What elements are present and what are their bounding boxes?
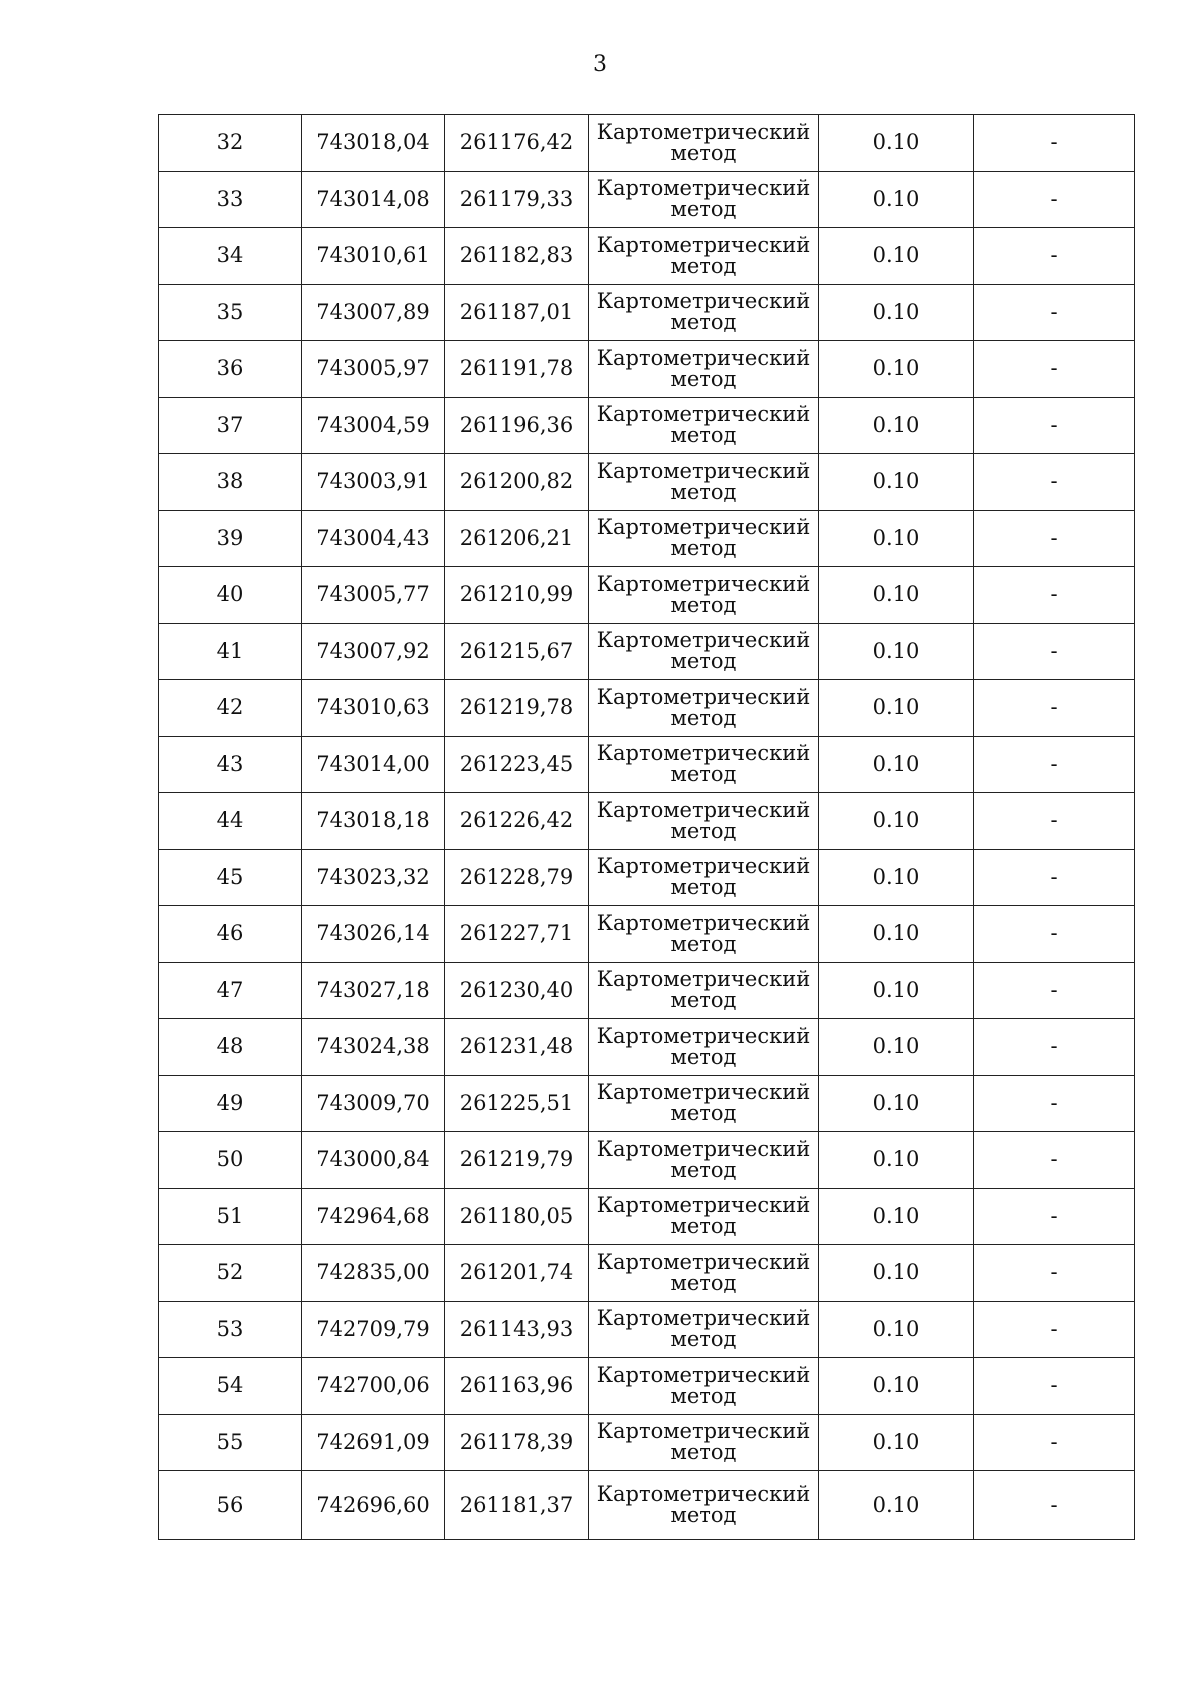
accuracy-cell: 0.10 [819,284,974,341]
method-line-1: Картометрический [596,854,811,879]
note-cell: - [974,1075,1135,1132]
point-number-cell: 47 [159,962,302,1019]
accuracy-cell: 0.10 [819,1019,974,1076]
y-coordinate-cell: 261201,74 [445,1245,589,1302]
accuracy-cell: 0.10 [819,171,974,228]
x-coordinate-cell: 743003,91 [302,454,445,511]
accuracy-cell: 0.10 [819,567,974,624]
method-line-2: метод [670,988,737,1013]
note-cell: - [974,623,1135,680]
method-cell [589,1245,819,1302]
note-cell: - [974,1245,1135,1302]
method-line-2: метод [670,536,737,561]
point-number-cell: 41 [159,623,302,680]
x-coordinate-cell: 743010,61 [302,228,445,285]
x-coordinate-cell: 742835,00 [302,1245,445,1302]
point-number-cell: 54 [159,1358,302,1415]
method-line-1: Картометрический [596,1136,811,1161]
method-line-1: Картометрический [596,1080,811,1105]
method-line-2: метод [670,479,737,504]
point-number-cell: 44 [159,793,302,850]
accuracy-cell: 0.10 [819,849,974,906]
y-coordinate-cell: 261206,21 [445,510,589,567]
note-cell: - [974,567,1135,624]
point-number-cell: 32 [159,115,302,172]
method-line-2: метод [670,1214,737,1239]
x-coordinate-cell: 742700,06 [302,1358,445,1415]
method-line-2: метод [670,818,737,843]
y-coordinate-cell: 261179,33 [445,171,589,228]
method-cell [589,1301,819,1358]
method-cell [589,341,819,398]
x-coordinate-cell: 743004,43 [302,510,445,567]
method-line-2: метод [670,931,737,956]
method-cell [589,849,819,906]
method-line-1: Картометрический [596,684,811,709]
method-line-1: Картометрический [596,910,811,935]
method-line-2: метод [670,140,737,165]
point-number-cell: 49 [159,1075,302,1132]
accuracy-cell: 0.10 [819,1075,974,1132]
method-line-1: Картометрический [596,967,811,992]
x-coordinate-cell: 743005,77 [302,567,445,624]
method-cell [589,1358,819,1415]
accuracy-cell: 0.10 [819,962,974,1019]
y-coordinate-cell: 261191,78 [445,341,589,398]
y-coordinate-cell: 261163,96 [445,1358,589,1415]
x-coordinate-cell: 742691,09 [302,1414,445,1471]
method-cell [589,284,819,341]
method-line-1: Картометрический [596,402,811,427]
method-line-2: метод [670,875,737,900]
point-number-cell: 38 [159,454,302,511]
note-cell: - [974,341,1135,398]
table-row [159,1471,1135,1540]
accuracy-cell: 0.10 [819,397,974,454]
accuracy-cell: 0.10 [819,793,974,850]
method-line-2: метод [670,649,737,674]
x-coordinate-cell: 743010,63 [302,680,445,737]
y-coordinate-cell: 261219,79 [445,1132,589,1189]
y-coordinate-cell: 261200,82 [445,454,589,511]
method-cell [589,623,819,680]
method-line-1: Картометрический [596,1249,811,1274]
accuracy-cell: 0.10 [819,115,974,172]
y-coordinate-cell: 261182,83 [445,228,589,285]
accuracy-cell: 0.10 [819,454,974,511]
accuracy-cell: 0.10 [819,680,974,737]
method-line-1: Картометрический [596,1193,811,1218]
method-cell [589,115,819,172]
method-cell [589,1471,819,1540]
point-number-cell: 52 [159,1245,302,1302]
note-cell: - [974,115,1135,172]
accuracy-cell: 0.10 [819,1188,974,1245]
point-number-cell: 55 [159,1414,302,1471]
method-line-1: Картометрический [596,119,811,144]
table-row [159,906,1135,963]
note-cell: - [974,736,1135,793]
accuracy-cell: 0.10 [819,1301,974,1358]
note-cell: - [974,1188,1135,1245]
x-coordinate-cell: 743004,59 [302,397,445,454]
method-cell [589,680,819,737]
table-row [159,228,1135,285]
x-coordinate-cell: 742964,68 [302,1188,445,1245]
method-cell [589,397,819,454]
point-number-cell: 50 [159,1132,302,1189]
page-number: 3 [593,52,607,77]
method-cell [589,1188,819,1245]
point-number-cell: 46 [159,906,302,963]
point-number-cell: 35 [159,284,302,341]
y-coordinate-cell: 261219,78 [445,680,589,737]
point-number-cell: 37 [159,397,302,454]
method-cell [589,1019,819,1076]
note-cell: - [974,962,1135,1019]
method-line-1: Картометрический [596,797,811,822]
method-cell [589,736,819,793]
method-line-2: метод [670,1503,737,1527]
x-coordinate-cell: 743024,38 [302,1019,445,1076]
table-row [159,962,1135,1019]
y-coordinate-cell: 261231,48 [445,1019,589,1076]
accuracy-cell: 0.10 [819,1471,974,1540]
table-row [159,1075,1135,1132]
method-cell [589,510,819,567]
x-coordinate-cell: 743023,32 [302,849,445,906]
y-coordinate-cell: 261228,79 [445,849,589,906]
table-row [159,284,1135,341]
note-cell: - [974,454,1135,511]
table-row [159,454,1135,511]
x-coordinate-cell: 742696,60 [302,1471,445,1540]
table-row [159,1414,1135,1471]
y-coordinate-cell: 261215,67 [445,623,589,680]
table-row [159,567,1135,624]
y-coordinate-cell: 261181,37 [445,1471,589,1540]
method-line-2: метод [670,366,737,391]
table-row [159,1188,1135,1245]
method-line-1: Картометрический [596,1362,811,1387]
note-cell: - [974,1301,1135,1358]
method-line-2: метод [670,253,737,278]
method-cell [589,454,819,511]
point-number-cell: 48 [159,1019,302,1076]
method-line-1: Картометрический [596,458,811,483]
x-coordinate-cell: 743027,18 [302,962,445,1019]
x-coordinate-cell: 743007,89 [302,284,445,341]
method-cell [589,1132,819,1189]
point-number-cell: 51 [159,1188,302,1245]
accuracy-cell: 0.10 [819,341,974,398]
table-row [159,115,1135,172]
method-line-2: метод [670,197,737,222]
accuracy-cell: 0.10 [819,906,974,963]
y-coordinate-cell: 261196,36 [445,397,589,454]
method-cell [589,171,819,228]
table-row [159,1358,1135,1415]
table-body [159,115,1135,1540]
point-number-cell: 56 [159,1471,302,1540]
method-line-1: Картометрический [596,628,811,653]
method-line-2: метод [670,1101,737,1126]
method-cell [589,793,819,850]
note-cell: - [974,1358,1135,1415]
note-cell: - [974,510,1135,567]
x-coordinate-cell: 743014,00 [302,736,445,793]
table-row [159,510,1135,567]
method-line-1: Картометрический [596,176,811,201]
method-cell [589,567,819,624]
note-cell: - [974,1132,1135,1189]
note-cell: - [974,284,1135,341]
method-line-1: Картометрический [596,1306,811,1331]
accuracy-cell: 0.10 [819,623,974,680]
table-row [159,793,1135,850]
method-line-2: метод [670,310,737,335]
note-cell: - [974,849,1135,906]
table-row [159,171,1135,228]
method-line-2: метод [670,1383,737,1408]
point-number-cell: 45 [159,849,302,906]
y-coordinate-cell: 261178,39 [445,1414,589,1471]
note-cell: - [974,171,1135,228]
x-coordinate-cell: 743005,97 [302,341,445,398]
accuracy-cell: 0.10 [819,510,974,567]
y-coordinate-cell: 261226,42 [445,793,589,850]
y-coordinate-cell: 261176,42 [445,115,589,172]
note-cell: - [974,680,1135,737]
table-row [159,849,1135,906]
point-number-cell: 42 [159,680,302,737]
y-coordinate-cell: 261223,45 [445,736,589,793]
method-cell [589,1414,819,1471]
table-row [159,1245,1135,1302]
method-line-1: Картометрический [596,345,811,370]
method-line-2: метод [670,1044,737,1069]
accuracy-cell: 0.10 [819,736,974,793]
method-line-1: Картометрический [596,232,811,257]
note-cell: - [974,397,1135,454]
y-coordinate-cell: 261227,71 [445,906,589,963]
table-row [159,1132,1135,1189]
method-line-1: Картометрический [596,571,811,596]
note-cell: - [974,793,1135,850]
x-coordinate-cell: 743018,04 [302,115,445,172]
x-coordinate-cell: 743009,70 [302,1075,445,1132]
y-coordinate-cell: 261187,01 [445,284,589,341]
y-coordinate-cell: 261143,93 [445,1301,589,1358]
x-coordinate-cell: 743007,92 [302,623,445,680]
x-coordinate-cell: 743026,14 [302,906,445,963]
table-row [159,397,1135,454]
x-coordinate-cell: 742709,79 [302,1301,445,1358]
method-line-1: Картометрический [596,515,811,540]
point-number-cell: 36 [159,341,302,398]
accuracy-cell: 0.10 [819,1132,974,1189]
table-row [159,680,1135,737]
table-row [159,623,1135,680]
note-cell: - [974,906,1135,963]
coordinates-table [158,114,1135,1540]
point-number-cell: 53 [159,1301,302,1358]
method-line-2: метод [670,423,737,448]
method-line-2: метод [670,1327,737,1352]
method-line-2: метод [670,1157,737,1182]
method-line-2: метод [670,592,737,617]
accuracy-cell: 0.10 [819,228,974,285]
table-row [159,1301,1135,1358]
note-cell: - [974,1019,1135,1076]
accuracy-cell: 0.10 [819,1245,974,1302]
method-line-1: Картометрический [596,741,811,766]
table-row [159,736,1135,793]
x-coordinate-cell: 743018,18 [302,793,445,850]
method-line-1: Картометрический [596,289,811,314]
method-cell [589,906,819,963]
y-coordinate-cell: 261180,05 [445,1188,589,1245]
y-coordinate-cell: 261210,99 [445,567,589,624]
method-cell [589,1075,819,1132]
table-row [159,1019,1135,1076]
method-line-2: метод [670,1440,737,1465]
method-line-1: Картометрический [596,1023,811,1048]
method-line-2: метод [670,705,737,730]
x-coordinate-cell: 743000,84 [302,1132,445,1189]
x-coordinate-cell: 743014,08 [302,171,445,228]
method-line-1: Картометрический [596,1419,811,1444]
note-cell: - [974,228,1135,285]
y-coordinate-cell: 261230,40 [445,962,589,1019]
point-number-cell: 40 [159,567,302,624]
point-number-cell: 43 [159,736,302,793]
table-row [159,341,1135,398]
y-coordinate-cell: 261225,51 [445,1075,589,1132]
point-number-cell: 39 [159,510,302,567]
accuracy-cell: 0.10 [819,1414,974,1471]
point-number-cell: 34 [159,228,302,285]
point-number-cell: 33 [159,171,302,228]
method-cell [589,962,819,1019]
accuracy-cell: 0.10 [819,1358,974,1415]
note-cell: - [974,1471,1135,1540]
method-cell [589,228,819,285]
method-line-1: Картометрический [596,1482,811,1506]
method-line-2: метод [670,1270,737,1295]
method-line-2: метод [670,762,737,787]
note-cell: - [974,1414,1135,1471]
